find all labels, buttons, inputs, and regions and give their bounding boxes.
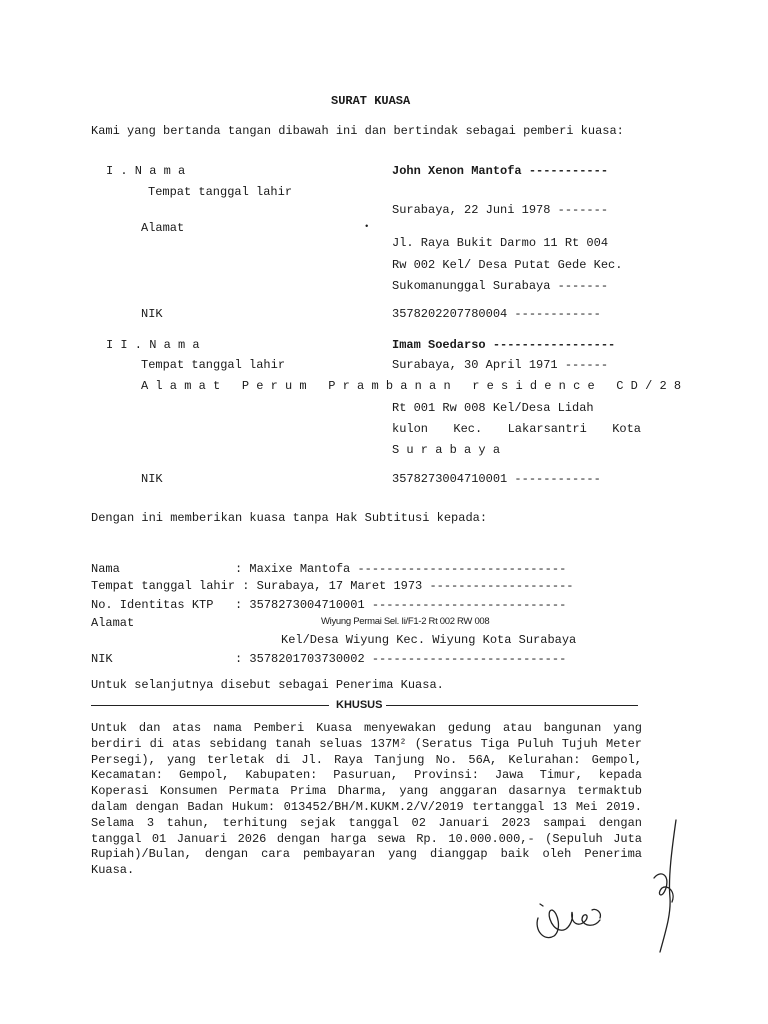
document-title: SURAT KUASA [331,94,411,108]
p2-ttl-value: Surabaya, 30 April 1971 ------ [392,358,609,372]
receiver-nik-row: NIK : 3578201703730002 --------------------------- [91,652,567,666]
receiver-ttl-row: Tempat tanggal lahir : Surabaya, 17 Maret 1973 -------------------- [91,579,574,593]
p1-alamat-line2: Rw 002 Kel/ Desa Putat Gede Kec. [392,258,623,272]
p1-ttl-label: Tempat tanggal lahir [148,185,293,199]
p2-alamat-line4: S u r a b a y a [392,443,501,457]
intro-text: Kami yang bertanda tangan dibawah ini dan bertindak sebagai pemberi kuasa: [91,124,624,138]
penerima-kuasa-text: Untuk selanjutnya disebut sebagai Penerima Kuasa. [91,678,444,692]
divider-right [386,705,638,706]
p2-name-value: Imam Soedarso ----------------- [392,338,616,352]
receiver-ktp-row: No. Identitas KTP : 3578273004710001 --------------------------- [91,598,567,612]
p1-name-value: John Xenon Mantofa ----------- [392,164,609,178]
p1-nik-value: 3578202207780004 ------------ [392,307,601,321]
body-paragraph: Untuk dan atas nama Pemberi Kuasa menyewakan gedung atau bangunan yang berdiri di atas sebidang tanah seluas 137M² (Seratus Tiga Puluh Tujuh Meter Persegi), yang terletak di Jl. Raya Tanjung No. 56A, Kelurahan: Gempol, Kecamatan: Gempol, Kabupaten: Pasuruan, Provinsi: Jawa Timur, kepada Koperasi Konsumen Permata Prima Dharma, yang anggaran dasarnya termaktub dalam dengan Badan Hukum: 013452/BH/M.KUKM.2/V/2019 tertanggal 13 Mei 2019. Selama 3 tahun, terhitung sejak tanggal 02 Januari 2023 sampai dengan tanggal 01 Januari 2026 dengan harga sewa Rp. 10.000.000,- (Sepuluh Juta Rupiah)/Bulan, dengan cara pembayaran yang dianggap baik oleh Penerima Kuasa. [91,721,642,878]
p2-name-label: I I . N a m a [106,338,200,352]
p2-ttl-label: Tempat tanggal lahir [141,358,286,372]
bullet-dot: • [364,222,370,232]
receiver-name-row: Nama : Maxixe Mantofa ----------------------------- [91,562,567,576]
p2-nik-value: 3578273004710001 ------------ [392,472,601,486]
p2-alamat-line1 [141,378,682,394]
p2-alamat-line3: kulon Kec. Lakarsantri Kota [392,422,641,436]
p1-alamat-label: Alamat [141,221,185,235]
receiver-alamat-line1: Wiyung Permai Sel. Ii/F1-2 Rt 002 RW 008 [321,616,490,627]
receiver-alamat-line2: Kel/Desa Wiyung Kec. Wiyung Kota Surabaya [281,633,577,647]
p2-alamat-text: A l a m a t P e r u m P r a m b a n a n r e s i d e n c e C D / 2 8 [141,379,682,393]
p1-ttl-value: Surabaya, 22 Juni 1978 ------- [392,203,609,217]
p1-alamat-line1: Jl. Raya Bukit Darmo 11 Rt 004 [392,236,609,250]
khusus-heading: KHUSUS [336,699,383,711]
grant-statement: Dengan ini memberikan kuasa tanpa Hak Subtitusi kepada: [91,511,488,525]
p1-alamat-line3: Sukomanunggal Surabaya ------- [392,279,609,293]
signature-left [530,898,620,948]
receiver-alamat-label: Alamat [91,616,135,630]
p1-name-label: I . N a m a [106,164,186,178]
divider-left [91,705,329,706]
p1-nik-label: NIK [141,307,163,321]
p2-nik-label: NIK [141,472,163,486]
signature-right [650,818,682,958]
p2-alamat-line2: Rt 001 Rw 008 Kel/Desa Lidah [392,401,594,415]
